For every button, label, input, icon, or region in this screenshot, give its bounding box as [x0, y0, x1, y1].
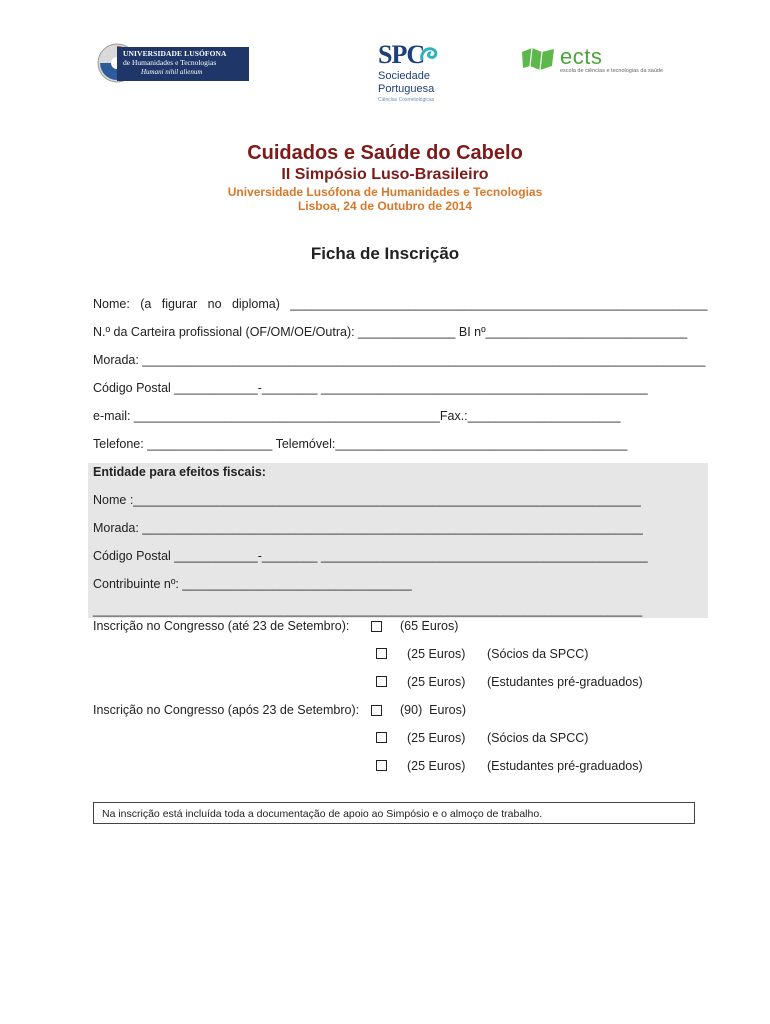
- checkbox-before-socios[interactable]: [376, 648, 387, 659]
- form-title: Ficha de Inscrição: [310, 244, 460, 263]
- price-before-estudantes: (25 Euros): [407, 675, 466, 689]
- note-after-socios: (Sócios da SPCC): [487, 731, 589, 745]
- event-university: Universidade Lusófona de Humanidades e Tecnologias: [227, 185, 543, 199]
- price-before-65: (65 Euros): [400, 619, 459, 633]
- spc-line1: Sociedade: [378, 70, 430, 82]
- checkbox-after-socios[interactable]: [376, 732, 387, 743]
- university-logo: [97, 43, 249, 83]
- fiscal-morada[interactable]: Morada: ________________________________________________________________________: [93, 521, 643, 535]
- price-after-estudantes: (25 Euros): [407, 759, 466, 773]
- price-before-socios: (25 Euros): [407, 647, 466, 661]
- note-before-socios: (Sócios da SPCC): [487, 647, 589, 661]
- fiscal-contribuinte[interactable]: Contribuinte nº: _________________________________: [93, 577, 412, 591]
- fiscal-section: [88, 463, 708, 618]
- checkbox-after-estudantes[interactable]: [376, 760, 387, 771]
- registration-after-label: Inscrição no Congresso (após 23 de Setembro):: [93, 703, 360, 717]
- note-after-estudantes: (Estudantes pré-graduados): [487, 759, 643, 773]
- event-title: Cuidados e Saúde do Cabelo: [247, 142, 523, 164]
- fiscal-nome[interactable]: Nome :_________________________________________________________________________: [93, 493, 641, 507]
- ects-subtitle: escola de ciências e tecnologias da saúde: [560, 68, 664, 74]
- field-email[interactable]: e-mail: ____________________________________________Fax.:______________________: [93, 409, 621, 423]
- spc-logo: [370, 40, 450, 104]
- ects-mark: ects: [560, 44, 603, 69]
- field-telefone[interactable]: Telefone: __________________ Telemóvel:__________________________________________: [93, 437, 628, 451]
- fiscal-blank-line[interactable]: _______________________________________________________________________________: [93, 603, 643, 617]
- checkbox-after-90[interactable]: [371, 705, 382, 716]
- registration-before-label: Inscrição no Congresso (até 23 de Setembro):: [93, 619, 350, 633]
- field-nome[interactable]: Nome: (a figurar no diploma) ____________________________________________________________: [93, 297, 708, 311]
- university-motto: Humani nihil alienum: [141, 68, 203, 76]
- price-after-socios: (25 Euros): [407, 731, 466, 745]
- ects-logo: [520, 44, 680, 76]
- spc-swirl-icon: [418, 44, 440, 66]
- event-date: Lisboa, 24 de Outubro de 2014: [297, 199, 473, 213]
- inclusion-note: Na inscrição está incluída toda a documentação de apoio ao Simpósio e o almoço de trabalho.: [93, 802, 695, 824]
- spc-mark: SPC: [378, 40, 425, 69]
- fiscal-codigo-postal[interactable]: Código Postal ____________-________ _______________________________________________: [93, 549, 648, 563]
- ects-leaf-icon: [520, 46, 556, 72]
- checkbox-before-65[interactable]: [371, 621, 382, 632]
- fiscal-heading: Entidade para efeitos fiscais:: [93, 465, 266, 479]
- event-subtitle: II Simpósio Luso-Brasileiro: [281, 166, 489, 183]
- university-name: UNIVERSIDADE LUSÓFONA: [123, 49, 227, 58]
- university-subname: de Humanidades e Tecnologias: [123, 58, 217, 67]
- note-before-estudantes: (Estudantes pré-graduados): [487, 675, 643, 689]
- spc-line2: Portuguesa: [378, 83, 435, 95]
- field-codigo-postal[interactable]: Código Postal ____________-________ _______________________________________________: [93, 381, 648, 395]
- checkbox-before-estudantes[interactable]: [376, 676, 387, 687]
- field-carteira[interactable]: N.º da Carteira profissional (OF/OM/OE/Outra): ______________ BI nº_____________________________: [93, 325, 688, 339]
- price-after-90: (90) Euros): [400, 703, 466, 717]
- field-morada[interactable]: Morada: _________________________________________________________________________________: [93, 353, 706, 367]
- spc-line3: Ciências Cosmetológicas: [378, 97, 435, 103]
